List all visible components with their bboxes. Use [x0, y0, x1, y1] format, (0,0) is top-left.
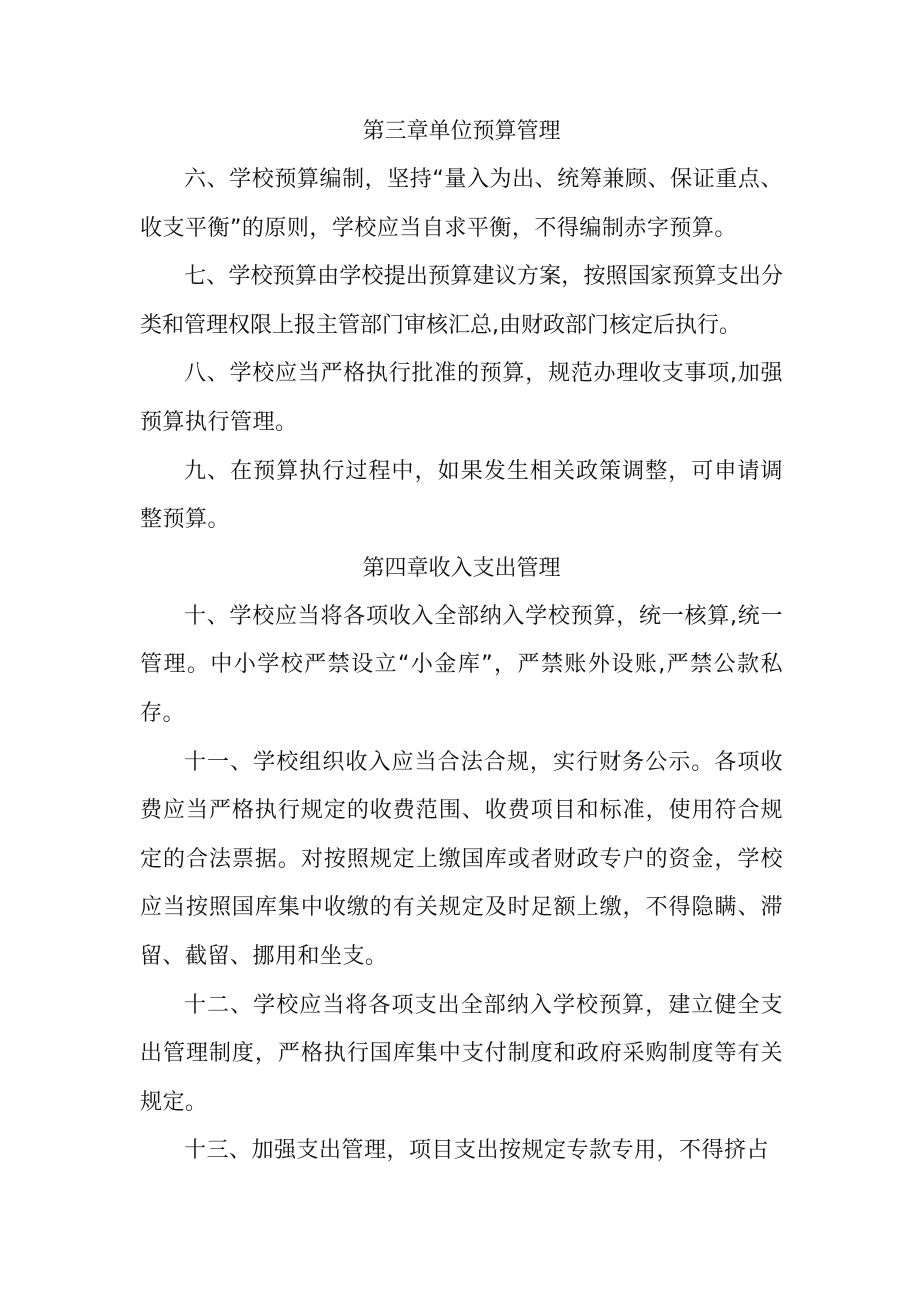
paragraph-9: 九、在预算执行过程中，如果发生相关政策调整，可申请调整预算。: [140, 458, 783, 533]
chapter-4-title: 第四章收入支出管理: [362, 555, 561, 581]
paragraph-13: 十三、加强支出管理，项目支出按规定专款专用，不得挤占: [184, 1138, 770, 1164]
paragraph-12: 十二、学校应当将各项支出全部纳入学校预算，建立健全支出管理制度，严格执行国库集中支付制度和政府采购制度等有关规定。: [140, 992, 783, 1115]
paragraph-8: 八、学校应当严格执行批准的预算，规范办理收支事项,加强预算执行管理。: [140, 361, 783, 435]
paragraph-10: 十、学校应当将各项收入全部纳入学校预算，统一核算,统一管理。中小学校严禁设立“小金库”，严禁账外设账,严禁公款私存。: [140, 603, 783, 726]
paragraph-6: 六、学校预算编制，坚持“量入为出、统筹兼顾、保证重点、收支平衡”的原则，学校应当自求平衡，不得编制赤字预算。: [140, 167, 783, 241]
chapter-3-title: 第三章单位预算管理: [362, 119, 561, 144]
paragraph-11: 十一、学校组织收入应当合法合规，实行财务公示。各项收费应当严格执行规定的收费范围、收费项目和标准，使用符合规定的合法票据。对按照规定上缴国库或者财政专户的资金，学校应当按照国库集中收缴的有关规定及时足额上缴，不得隐瞒、滞留、截留、挪用和坐支。: [140, 749, 783, 969]
document-page: [140, 108, 783, 1176]
paragraph-7: 七、学校预算由学校提出预算建议方案，按照国家预算支出分类和管理权限上报主管部门审核汇总,由财政部门核定后执行。: [140, 264, 783, 338]
